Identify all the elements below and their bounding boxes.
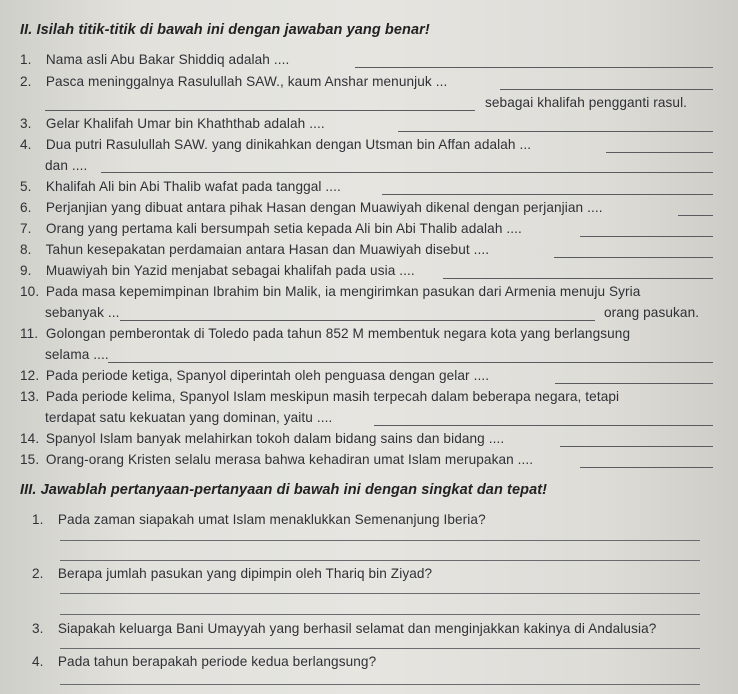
question-number: 15. [20,452,40,467]
question-text: Dua putri Rasulullah SAW. yang dinikahkan dengan Utsman bin Affan adalah ... [45,137,532,152]
answer-blank[interactable] [374,425,713,426]
question-text: Khalifah Ali bin Abi Thalib wafat pada tanggal .... [45,179,341,194]
answer-blank[interactable] [443,278,713,279]
answer-line[interactable] [60,540,700,541]
question-number: 3. [20,116,32,131]
answer-line[interactable] [60,560,700,561]
question-9 [20,263,415,278]
answer-blank[interactable] [580,236,713,237]
question-4-continuation: dan .... [45,158,88,173]
question-text: Pasca meninggalnya Rasulullah SAW., kaum Anshar menunjuk ... [45,74,448,89]
question-text: Pada periode ketiga, Spanyol diperintah oleh penguasa dengan gelar .... [45,368,490,383]
answer-blank[interactable] [355,67,713,68]
question-text: Gelar Khalifah Umar bin Khaththab adalah .... [45,116,325,131]
answer-blank[interactable] [606,152,713,153]
question-11-continuation: selama .... [45,347,109,362]
question-number: 11. [20,326,39,341]
answer-blank[interactable] [500,89,713,90]
question-text: Tahun kesepakatan perdamaian antara Hasan dan Muawiyah disebut .... [45,242,490,257]
question-2 [20,74,447,89]
question-number: 10. [20,284,40,299]
question-4 [20,137,531,152]
question-number: 12. [20,368,40,383]
question-12 [20,368,489,383]
answer-line[interactable] [60,614,700,615]
question-1 [20,52,289,67]
question-3 [20,116,325,131]
answer-blank[interactable] [554,257,713,258]
answer-line[interactable] [60,648,700,649]
question-14 [20,431,504,446]
question-13-continuation: terdapat satu kekuatan yang dominan, yaitu .... [45,410,333,425]
question-text: Orang-orang Kristen selalu merasa bahwa kehadiran umat Islam merupakan .... [45,452,534,467]
question-text: Pada masa kepemimpinan Ibrahim bin Malik, ia mengirimkan pasukan dari Armenia menuju Syria [45,284,641,299]
question-10 [20,284,640,299]
question-text: Nama asli Abu Bakar Shiddiq adalah .... [45,52,290,67]
question-8 [20,242,489,257]
question-10-suffix: orang pasukan. [604,305,700,320]
essay-question-1 [32,512,486,527]
question-number: 1. [32,512,44,527]
question-7 [20,221,522,236]
question-text: Spanyol Islam banyak melahirkan tokoh dalam bidang sains dan bidang .... [45,431,505,446]
essay-question-2 [32,566,432,581]
answer-line[interactable] [60,593,700,594]
question-11 [20,326,630,341]
question-text: Berapa jumlah pasukan yang dipimpin oleh Thariq bin Ziyad? [57,566,433,581]
question-number: 9. [20,263,32,278]
question-text: Pada periode kelima, Spanyol Islam meskipun masih terpecah dalam beberapa negara, tetapi [45,389,620,404]
answer-blank[interactable] [382,194,713,195]
question-5 [20,179,341,194]
question-15 [20,452,533,467]
answer-blank[interactable] [45,110,475,111]
answer-line[interactable] [60,684,700,685]
question-number: 1. [20,52,32,67]
answer-blank[interactable] [580,467,713,468]
question-text: Siapakah keluarga Bani Umayyah yang berhasil selamat dan menginjakkan kakinya di Andalusia? [57,621,657,636]
question-6 [20,200,603,215]
question-text: Orang yang pertama kali bersumpah setia kepada Ali bin Abi Thalib adalah .... [45,221,522,236]
question-number: 4. [20,137,32,152]
question-number: 8. [20,242,32,257]
question-number: 2. [32,566,44,581]
section-3-heading: III. Jawablah pertanyaan-pertanyaan di bawah ini dengan singkat dan tepat! [20,482,548,498]
answer-blank[interactable] [108,362,713,363]
question-text: Muawiyah bin Yazid menjabat sebagai khalifah pada usia .... [45,263,415,278]
question-number: 3. [32,621,44,636]
question-text: Perjanjian yang dibuat antara pihak Hasan dengan Muawiyah dikenal dengan perjanjian .... [45,200,603,215]
answer-blank[interactable] [398,131,713,132]
question-number: 13. [20,389,40,404]
question-number: 7. [20,221,32,236]
question-10-continuation: sebanyak ... [45,305,120,320]
question-text: Pada tahun berapakah periode kedua berlangsung? [57,654,377,669]
question-number: 2. [20,74,32,89]
answer-blank[interactable] [678,215,713,216]
answer-blank[interactable] [555,383,713,384]
section-2-heading: II. Isilah titik-titik di bawah ini dengan jawaban yang benar! [20,22,430,38]
question-number: 6. [20,200,32,215]
answer-blank[interactable] [120,320,595,321]
question-number: 4. [32,654,44,669]
question-text: Golongan pemberontak di Toledo pada tahun 852 M membentuk negara kota yang berlangsung [45,326,631,341]
answer-blank[interactable] [560,446,713,447]
question-number: 14. [20,431,40,446]
question-2-continuation: sebagai khalifah pengganti rasul. [485,95,688,110]
essay-question-4 [32,654,376,669]
question-number: 5. [20,179,32,194]
question-13 [20,389,619,404]
question-text: Pada zaman siapakah umat Islam menaklukkan Semenanjung Iberia? [57,512,486,527]
answer-blank[interactable] [101,172,713,173]
essay-question-3 [32,621,656,636]
